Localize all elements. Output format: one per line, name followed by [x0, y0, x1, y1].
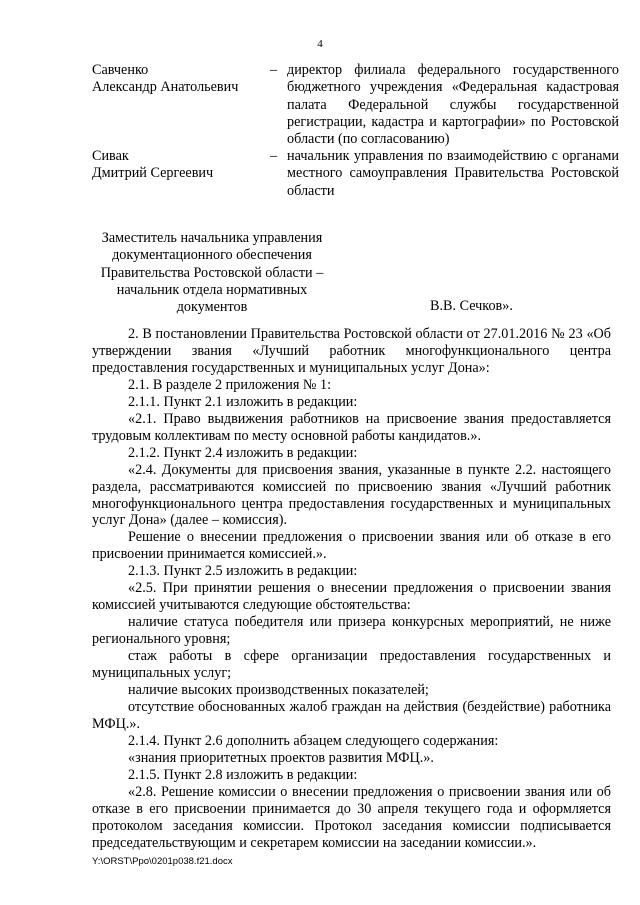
paragraph: 2.1.2. Пункт 2.4 изложить в редакции:	[128, 444, 358, 461]
signature-name: В.В. Сечков».	[430, 298, 513, 314]
member-dash: –	[270, 62, 278, 78]
paragraph: отсутствие обоснованных жалоб граждан на действия (бездействие) работника МФЦ.».	[92, 698, 611, 732]
member-name: Сивак Дмитрий Сергеевич	[92, 148, 214, 182]
paragraph: «2.5. При принятии решения о внесении предложения о присвоении звания комиссией учитываются следующие обстоятельства:	[92, 580, 611, 614]
member-entry	[92, 148, 622, 202]
member-entry	[92, 62, 622, 148]
paragraph: Решение о внесении предложения о присвоении звания или об отказе в его присвоении принимается комиссией.».	[92, 529, 611, 563]
paragraph: 2. В постановлении Правительства Ростовской области от 27.01.2016 № 23 «Об утверждении звания «Лучший работник многофункционального центра предоставления государственных и муниципальных услуг Дона»:	[92, 326, 611, 376]
paragraph: «2.4. Документы для присвоения звания, указанные в пункте 2.2. настоящего раздела, рассматриваются комиссией по присвоению звания «Лучший работник многофункционального центра предоставления государственных и муниципальных услуг Дона» (далее – комиссия).	[92, 461, 611, 529]
member-role: директор филиала федерального государственного бюджетного учреждения «Федеральная кадастровая палата Федеральной службы государственной регистрации, кадастра и картографии» по Ростовской области (по согласованию)	[287, 62, 619, 148]
page-number: 4	[317, 38, 323, 50]
member-role: начальник управления по взаимодействию с органами местного самоуправления Правительства Ростовской области	[287, 148, 619, 199]
document-body	[92, 326, 611, 852]
paragraph: «2.8. Решение комиссии о внесении предложения о присвоении звания или об отказе в его присвоении принимается до 30 апреля текущего года и оформляется протоколом заседания комиссии. Протокол заседания комиссии подписывается председательствующим и секретарем комиссии на заседании комиссии.».	[92, 783, 611, 851]
paragraph: стаж работы в сфере организации предоставления государственных и муниципальных услуг;	[92, 648, 611, 682]
file-path-footer: Y:\ORST\Ppo\0201p038.f21.docx	[92, 856, 233, 867]
member-name: Савченко Александр Анатольевич	[92, 62, 239, 96]
paragraph: «2.1. Право выдвижения работников на присвоение звания предоставляется трудовым коллективам по месту основной работы кандидатов.».	[92, 410, 611, 444]
paragraph: «знания приоритетных проектов развития МФЦ.».	[128, 749, 434, 766]
paragraph: 2.1.1. Пункт 2.1 изложить в редакции:	[128, 393, 358, 410]
paragraph: наличие высоких производственных показателей;	[128, 682, 429, 699]
paragraph: 2.1.4. Пункт 2.6 дополнить абзацем следующего содержания:	[128, 732, 499, 749]
paragraph: 2.1. В разделе 2 приложения № 1:	[128, 376, 332, 393]
paragraph: наличие статуса победителя или призера конкурсных мероприятий, не ниже регионального уровня;	[92, 614, 611, 648]
paragraph: 2.1.3. Пункт 2.5 изложить в редакции:	[128, 563, 358, 580]
signature-position: Заместитель начальника управления документационного обеспечения Правительства Ростовской области – начальник отдела нормативных документов	[100, 230, 324, 316]
member-dash: –	[270, 148, 278, 164]
paragraph: 2.1.5. Пункт 2.8 изложить в редакции:	[128, 766, 358, 783]
